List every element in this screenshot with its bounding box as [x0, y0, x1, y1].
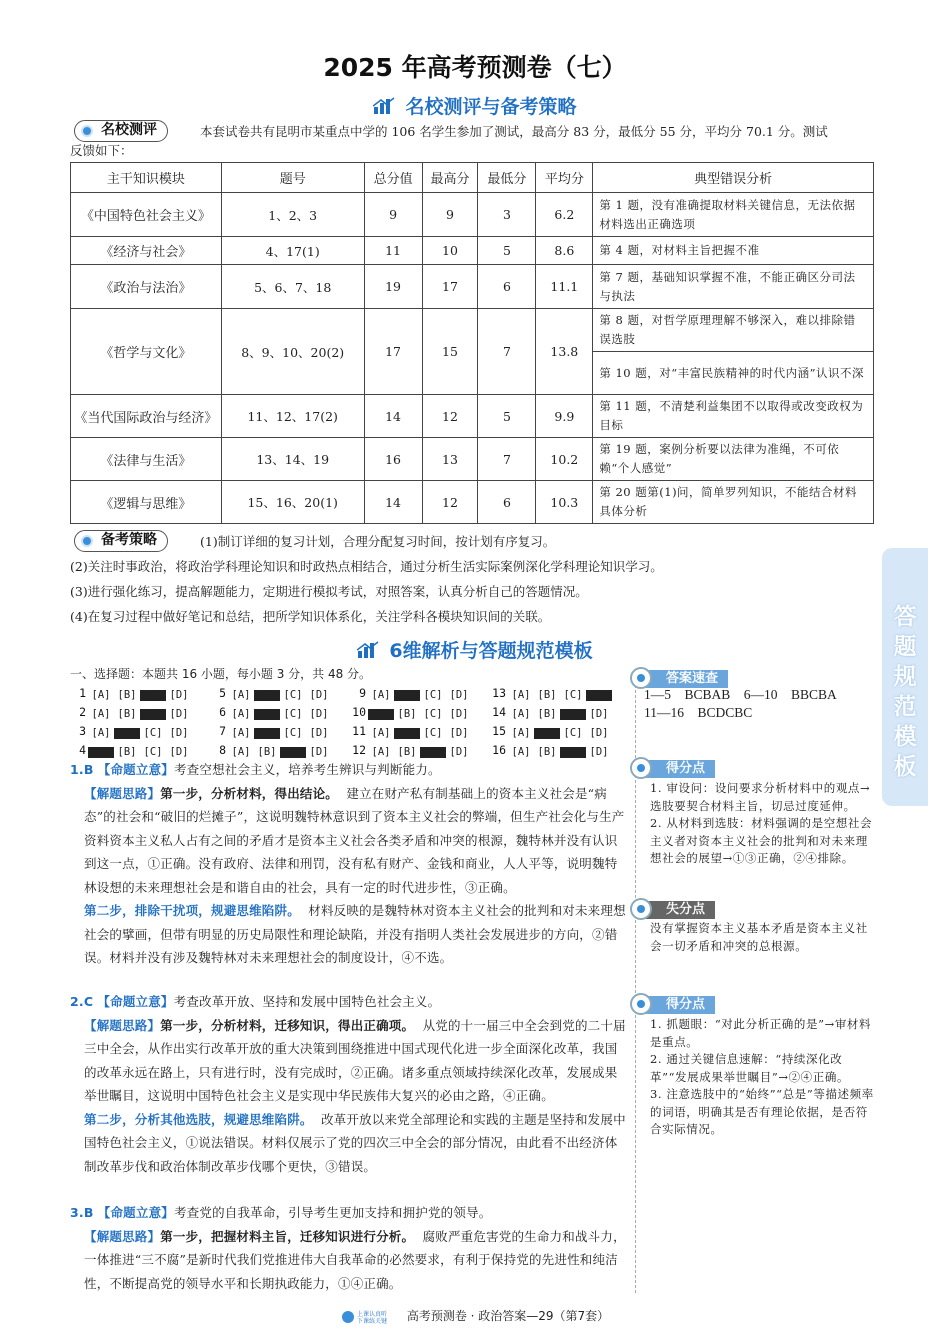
- score-points: 1. 抓题眼：“对此分析正确的是”→审材料是重点。 2. 通过关键信息速解：“持续深化改革”“发展成果举世瞩目”→②④正确。 3. 注意选肢中的“始终”“总是”等描述频率的词语，明确其是否有理论依据，是否符合实际情况。: [650, 1017, 874, 1136]
- table-row: 《哲学与文化》 8、9、10、20(2) 17 15 7 13.8 第 8 题，对哲学原理理解不够深入，难以排除错误选肢: [71, 309, 874, 352]
- brand-logo: [341, 1308, 399, 1326]
- question-number: 10: [352, 705, 366, 719]
- option-bubble: [D]: [589, 727, 609, 739]
- answer-sheet-item: [490, 686, 630, 701]
- option-bubble: [A]: [371, 746, 391, 758]
- option-bubble: [D]: [449, 727, 469, 739]
- answer-sheet-item: [210, 686, 350, 701]
- option-bubble: [B]: [537, 708, 557, 720]
- filled-bubble: [C]: [140, 690, 166, 701]
- question-number: 6: [219, 705, 226, 719]
- option-bubble: [A]: [371, 689, 391, 701]
- score-heading: 得分点: [640, 996, 715, 1014]
- option-bubble: [B]: [257, 746, 277, 758]
- option-bubble: [B]: [397, 708, 417, 720]
- option-bubble: [A]: [231, 746, 251, 758]
- table-row: 第 10 题，对“丰富民族精神的时代内涵”认识不深: [71, 352, 874, 395]
- answer-sheet-item: [490, 743, 630, 758]
- chart-icon: [357, 641, 379, 659]
- page-title: 2025 年高考预测卷（七）: [323, 53, 627, 82]
- question-number: 15: [492, 724, 506, 738]
- option-bubble: [C]: [423, 727, 443, 739]
- strategy-tag: 备考策略: [74, 530, 168, 552]
- eval-intro: 本套试卷共有昆明市某重点中学的 106 名学生参加了测试，最高分 83 分，最低分 55 分，平均分 70.1 分。测试: [200, 124, 828, 139]
- col-header: 最高分: [422, 163, 478, 193]
- answer-sheet-row: [70, 724, 630, 743]
- eval-intro-cont: 反馈如下：: [70, 143, 133, 158]
- option-bubble: [D]: [449, 708, 469, 720]
- lose-points: 没有掌握资本主义基本矛盾是资本主义社会一切矛盾和冲突的总根源。: [650, 921, 868, 953]
- question-number: 3: [79, 724, 86, 738]
- filled-bubble: [A]: [368, 709, 394, 720]
- answer-heading: 答案速查: [640, 670, 728, 688]
- question-1-analysis: 1.B 【命题立意】考查空想社会主义，培养考生辨识与判断能力。 【解题思路】第一步，分析材料，得出结论。 建立在财产私有制基础上的资本主义社会是“病态”的社会和“破旧的烂摊子”，这说明魏特林意识到了资本主义社会的弊端，但生产社会化与生产资料资本主义私人占有之间的矛盾才是资本主义社会各类矛盾和冲突的根源，魏特林并没有认识到这一点，①正确。没有政府、法律和刑罚，没有私有财产、金钱和商业，人人平等，说明魏特林设想的未来理想社会是和谐自由的社会，具有一定的时代进步性，③正确。 第二步，排除干扰项，规避思维陷阱。 材料反映的是魏特林对资本主义社会的批判和对未来理想社会的擘画，但带有明显的历史局限性和理论缺陷，并没有指明人类社会发展进步的方向，②错误。材料并没有涉及魏特林对未来理想社会的制度设计，④不选。: [70, 762, 626, 965]
- col-header: 典型错误分析: [593, 163, 874, 193]
- answer-sheet: [70, 686, 630, 762]
- question-number: 4: [79, 743, 86, 757]
- question-number: 1: [79, 686, 86, 700]
- answer-sheet-item: [350, 705, 490, 720]
- option-bubble: [D]: [169, 689, 189, 701]
- answer-sheet-item: [350, 686, 490, 701]
- bullet-icon: [81, 125, 93, 137]
- answer-sheet-item: [210, 743, 350, 758]
- option-bubble: [A]: [371, 727, 391, 739]
- option-bubble: [C]: [143, 727, 163, 739]
- col-header: 总分值: [364, 163, 422, 193]
- answer-sheet-item: [210, 705, 350, 720]
- option-bubble: [C]: [563, 689, 583, 701]
- col-header: 题号: [221, 163, 364, 193]
- option-bubble: [D]: [169, 746, 189, 758]
- strategy-item: (1)制订详细的复习计划，合理分配复习时间，按计划有序复习。: [200, 534, 556, 549]
- option-bubble: [D]: [169, 708, 189, 720]
- option-bubble: [D]: [309, 746, 329, 758]
- filled-bubble: [C]: [280, 747, 306, 758]
- option-bubble: [A]: [231, 689, 251, 701]
- table-row: 《中国特色社会主义》 1、2、3 9 9 3 6.2 第 1 题，没有准确提取材料关键信息，无法依据材料选出正确选项: [71, 193, 874, 237]
- bullet-icon: [630, 757, 652, 779]
- option-bubble: [C]: [563, 727, 583, 739]
- chart-icon: [373, 97, 395, 115]
- filled-bubble: [D]: [586, 690, 612, 701]
- answer-key: 1—5 BCBAB 6—10 BBCBA 11—16 BCDCBC: [644, 687, 837, 720]
- question-number: 9: [359, 686, 366, 700]
- section2-title: 6维解析与答题规范模板: [389, 640, 593, 662]
- bullet-icon: [630, 898, 652, 920]
- question-number: 2: [79, 705, 86, 719]
- option-bubble: [C]: [423, 708, 443, 720]
- answer-sheet-item: [210, 724, 350, 739]
- option-bubble: [A]: [91, 689, 111, 701]
- score-heading: 得分点: [640, 760, 715, 778]
- option-bubble: [B]: [537, 746, 557, 758]
- question-number: 16: [492, 743, 506, 757]
- filled-bubble: [B]: [394, 728, 420, 739]
- answer-sheet-row: [70, 705, 630, 724]
- answer-sheet-item: [70, 686, 210, 701]
- filled-bubble: [A]: [88, 747, 114, 758]
- table-row: 《当代国际政治与经济》 11、12、17(2) 14 12 5 9.9 第 11 题，不清楚利益集团不以取得或改变政权为目标: [71, 395, 874, 438]
- col-header: 主干知识模块: [71, 163, 222, 193]
- question-number: 8: [219, 743, 226, 757]
- answer-sheet-item: [350, 724, 490, 739]
- filled-bubble: [B]: [394, 690, 420, 701]
- option-bubble: [C]: [423, 689, 443, 701]
- option-bubble: [A]: [511, 689, 531, 701]
- option-bubble: [D]: [169, 727, 189, 739]
- option-bubble: [A]: [511, 746, 531, 758]
- option-bubble: [D]: [589, 708, 609, 720]
- option-bubble: [A]: [511, 727, 531, 739]
- table-row: 《逻辑与思维》 15、16、20(1) 14 12 6 10.3 第 20 题第(1)问，简单罗列知识，不能结合材料具体分析: [71, 481, 874, 524]
- option-bubble: [C]: [143, 746, 163, 758]
- filled-bubble: [C]: [420, 747, 446, 758]
- table-header-row: [71, 163, 874, 193]
- filled-bubble: [B]: [254, 709, 280, 720]
- filled-bubble: [C]: [560, 709, 586, 720]
- strategy-item: (3)进行强化练习，提高解题能力，定期进行模拟考试，对照答案，认真分析自己的答题情况。: [70, 584, 588, 599]
- logo-text: 下课练关键: [356, 1317, 387, 1325]
- question-number: 14: [492, 705, 506, 719]
- filled-bubble: [B]: [254, 728, 280, 739]
- option-bubble: [C]: [283, 689, 303, 701]
- option-bubble: [C]: [283, 727, 303, 739]
- option-bubble: [B]: [117, 689, 137, 701]
- bullet-icon: [81, 535, 93, 547]
- section1-heading: [0, 92, 950, 119]
- col-header: 平均分: [536, 163, 593, 193]
- option-bubble: [D]: [309, 689, 329, 701]
- eval-tag: 名校测评: [74, 120, 168, 142]
- strategy-item: (2)关注时事政治，将政治学科理论知识和时政热点相结合，通过分析生活实际案例深化学科理论知识学习。: [70, 559, 663, 574]
- option-bubble: [D]: [309, 708, 329, 720]
- option-bubble: [A]: [231, 708, 251, 720]
- answer-sheet-item: [490, 724, 630, 739]
- page-footer: [0, 1307, 950, 1326]
- table-row: 《政治与法治》 5、6、7、18 19 17 6 11.1 第 7 题，基础知识掌握不准，不能正确区分司法与执法: [71, 265, 874, 309]
- option-bubble: [A]: [91, 727, 111, 739]
- col-header: 最低分: [478, 163, 536, 193]
- question-3-analysis: 3.B 【命题立意】考查党的自我革命，引导考生更加支持和拥护党的领导。 【解题思路】第一步，把握材料主旨，迁移知识进行分析。 腐败严重危害党的生命力和战斗力，一体推进“三不腐”是新时代我们党推进伟大自我革命的必然要求，有利于保持党的先进性和纯洁性，不断提高党的领导水平和长期执政能力，①④正确。: [70, 1205, 626, 1291]
- answer-sheet-item: [350, 743, 490, 758]
- bullet-icon: [630, 993, 652, 1015]
- question-number: 12: [352, 743, 366, 757]
- answer-sheet-item: [70, 724, 210, 739]
- section2-heading: [0, 636, 950, 663]
- answer-sheet-item: [490, 705, 630, 720]
- option-bubble: [D]: [309, 727, 329, 739]
- answer-sheet-item: [70, 743, 210, 758]
- table-row: 《法律与生活》 13、14、19 16 13 7 10.2 第 19 题，案例分析要以法律为准绳，不可依赖“个人感觉”: [71, 438, 874, 481]
- filled-bubble: [C]: [560, 747, 586, 758]
- option-bubble: [D]: [589, 746, 609, 758]
- option-bubble: [B]: [117, 746, 137, 758]
- filled-bubble: [C]: [140, 709, 166, 720]
- option-bubble: [B]: [117, 708, 137, 720]
- option-bubble: [B]: [537, 689, 557, 701]
- option-bubble: [A]: [231, 727, 251, 739]
- option-bubble: [D]: [449, 746, 469, 758]
- option-bubble: [A]: [511, 708, 531, 720]
- filled-bubble: [B]: [534, 728, 560, 739]
- mcq-header: 一、选择题：本题共 16 小题，每小题 3 分，共 48 分。: [70, 667, 372, 681]
- question-2-analysis: 2.C 【命题立意】考查改革开放、坚持和发展中国特色社会主义。 【解题思路】第一步，分析材料，迁移知识，得出正确项。 从党的十一届三中全会到党的二十届三中全会，从作出实行改革开放的重大决策到围绕推进中国式现代化进一步全面深化改革，我国的改革永远在路上，只有进行时，没有完成时，②正确。诸多重点领域持续深化改革，发展成果举世瞩目，这说明中国特色社会主义是实现中华民族伟大复兴的必由之路，④正确。 第二步，分析其他选肢，规避思维陷阱。 改革开放以来党全部理论和实践的主题是坚持和发展中国特色社会主义，①说法错误。材料仅展示了党的四次三中全会的部分情况，由此看不出经济体制改革步伐和政治体制改革步伐哪个更快，③错误。: [70, 994, 626, 1174]
- filled-bubble: [B]: [114, 728, 140, 739]
- filled-bubble: [B]: [254, 690, 280, 701]
- option-bubble: [C]: [283, 708, 303, 720]
- option-bubble: [B]: [397, 746, 417, 758]
- option-bubble: [D]: [449, 689, 469, 701]
- answer-sheet-row: [70, 686, 630, 705]
- strategy-item: (4)在复习过程中做好笔记和总结，把所学知识体系化，关注学科各模块知识间的关联。: [70, 609, 551, 624]
- question-number: 11: [352, 724, 366, 738]
- question-number: 7: [219, 724, 226, 738]
- lose-heading: 失分点: [640, 901, 715, 919]
- answer-sheet-item: [70, 705, 210, 720]
- logo-text: 上课认真听: [356, 1310, 387, 1318]
- question-number: 13: [492, 686, 506, 700]
- option-bubble: [A]: [91, 708, 111, 720]
- eval-table: [70, 162, 874, 524]
- side-tab: 答题规范模板: [882, 548, 928, 806]
- question-number: 5: [219, 686, 226, 700]
- table-row: 《经济与社会》 4、17(1) 11 10 5 8.6 第 4 题，对材料主旨把握不准: [71, 237, 874, 265]
- section1-title: 名校测评与备考策略: [405, 96, 577, 118]
- footer-text: 高考预测卷 · 政治答案—29（第7套）: [406, 1309, 610, 1323]
- score-points: 1. 审设问：设问要求分析材料中的观点→选肢要契合材料主旨，切忌过度延伸。 2. 从材料到选肢：材料强调的是空想社会主义者对资本主义社会的批判和对未来理想社会的展望→①③正确，②④排除。: [650, 781, 873, 865]
